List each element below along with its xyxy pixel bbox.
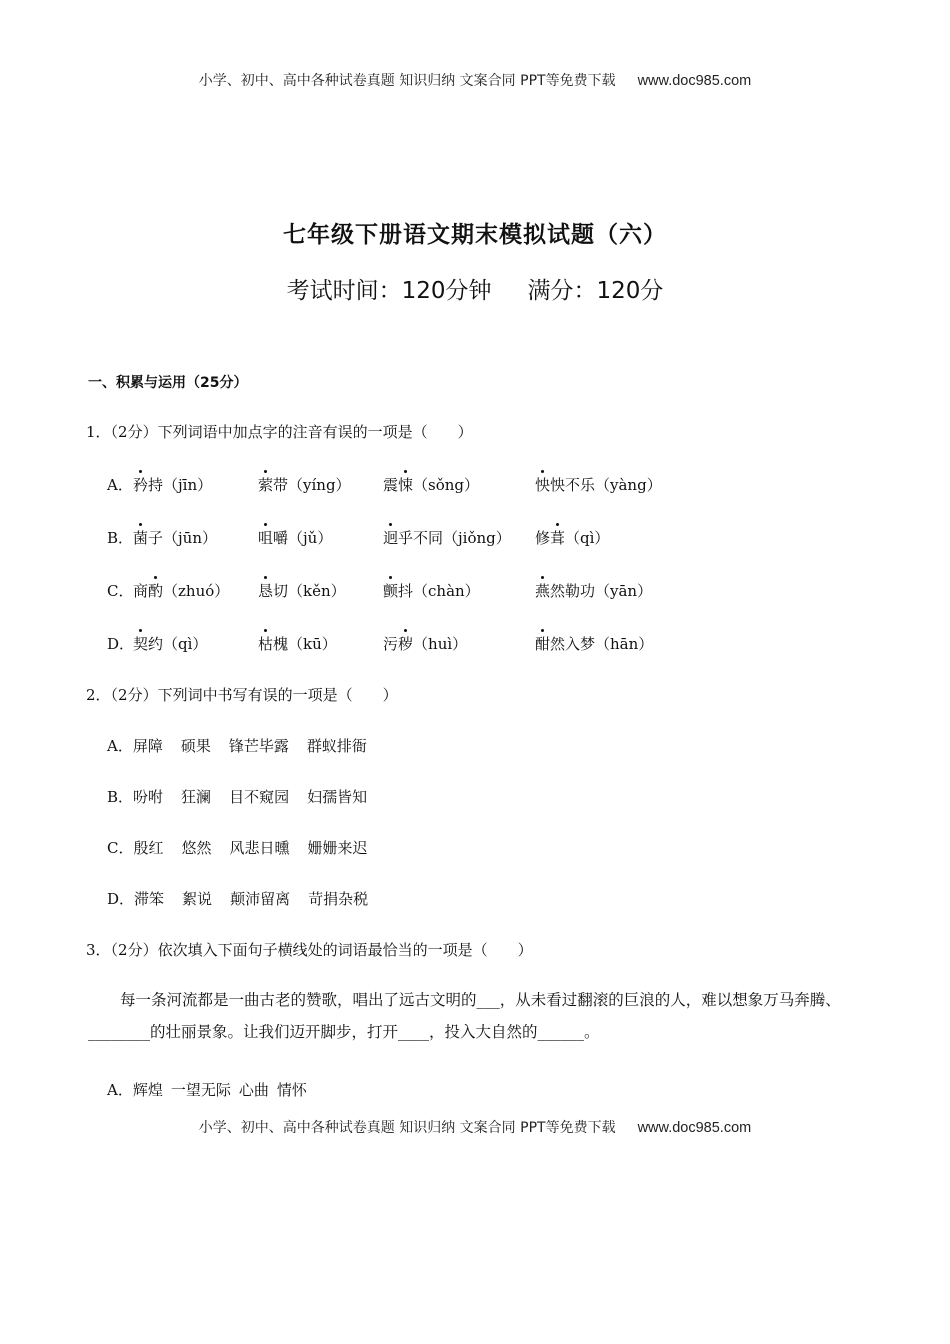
question-1-option-label: A．: [107, 476, 133, 494]
option-word: 妇孺皆知: [307, 788, 368, 806]
option-word: 絮说: [182, 890, 213, 908]
item-text: 持（jīn）: [148, 476, 213, 494]
dotted-character: 恳: [258, 582, 274, 600]
dotted-character: 燕: [535, 582, 551, 600]
option-word: 狂澜: [181, 788, 212, 806]
item-text: 然勒功（yān）: [550, 582, 653, 600]
dotted-character: 萦: [258, 476, 274, 494]
question-2-option: [107, 837, 386, 858]
option-word: 滞笨: [134, 890, 165, 908]
question-2-option: [107, 888, 386, 909]
header-site-link[interactable]: www.doc985.com: [637, 73, 752, 89]
option-word: 锋芒毕露: [228, 737, 289, 755]
option-word: 颠沛留离: [230, 890, 291, 908]
question-1-option-item: [133, 474, 212, 495]
question-2-option: [107, 786, 385, 807]
exam-time: 考试时间：120分钟: [286, 278, 492, 304]
option-word: 苛捐杂税: [308, 890, 369, 908]
question-1-option-label: C．: [107, 582, 134, 600]
option-word: 硕果: [180, 737, 211, 755]
option-word: 悠然: [181, 839, 212, 857]
question-1-option-label: B．: [107, 529, 134, 547]
item-text: （zhuó）: [163, 582, 230, 600]
header-text: 小学、初中、高中各种试卷真题 知识归纳 文案合同 PPT等免费下载: [198, 73, 616, 89]
dotted-character: 矜: [133, 476, 149, 494]
exam-title: 七年级下册语文期末模拟试题（六）: [283, 222, 667, 248]
option-word: 吩咐: [133, 788, 164, 806]
item-text: 修: [535, 529, 551, 547]
item-text: 带（yíng）: [273, 476, 351, 494]
question-1-option-item: [535, 580, 652, 601]
question-1-option-item: [133, 580, 229, 601]
question-1-option-item: [383, 633, 467, 654]
option-label: B．: [107, 788, 134, 806]
question-1-option-item: [383, 527, 511, 548]
item-text: 乎不同（jiǒng）: [398, 529, 511, 547]
question-3-stem: 3．（2分）依次填入下面句子横线处的词语最恰当的一项是（ ）: [86, 941, 533, 959]
option-label: A．: [107, 1081, 133, 1099]
question-1-option-item: [383, 474, 479, 495]
item-text: （huì）: [413, 635, 468, 653]
option-word: 心曲: [238, 1081, 269, 1099]
dotted-character: 迥: [383, 529, 399, 547]
exam-subtitle: [0, 272, 950, 305]
dotted-character: 悚: [398, 476, 414, 494]
dotted-character: 秽: [398, 635, 414, 653]
dotted-character: 菌: [133, 529, 149, 547]
dotted-character: 怏: [535, 476, 551, 494]
question-1-option-item: [535, 474, 662, 495]
option-word: 辉煌: [132, 1081, 163, 1099]
item-text: 切（kěn）: [273, 582, 346, 600]
dotted-character: 酣: [535, 635, 551, 653]
page-header: [0, 70, 950, 90]
footer-text: 小学、初中、高中各种试卷真题 知识归纳 文案合同 PPT等免费下载: [198, 1120, 616, 1136]
option-word: 风悲日曛: [229, 839, 290, 857]
item-text: 槐（kū）: [273, 635, 337, 653]
section-heading: 一、积累与运用（25分）: [88, 375, 248, 391]
option-label: D．: [107, 890, 135, 908]
question-2-option: [107, 735, 385, 756]
question-1-option-item: [258, 633, 337, 654]
question-1-option-item: [535, 527, 609, 548]
question-1-option-item: [258, 580, 346, 601]
dotted-character: 契: [133, 635, 149, 653]
item-text: 污: [383, 635, 399, 653]
question-1-stem: 1．（2分）下列词语中加点字的注音有误的一项是（ ）: [86, 423, 473, 441]
option-label: C．: [107, 839, 134, 857]
footer-site-link[interactable]: www.doc985.com: [637, 1120, 752, 1136]
option-word: 姗姗来迟: [307, 839, 368, 857]
option-label: A．: [107, 737, 133, 755]
item-text: 约（qì）: [148, 635, 208, 653]
question-3-passage: 每一条河流都是一曲古老的赞歌，唱出了远古文明的___，从未看过翻滚的巨浪的人，难以想象万马奔腾、________的壮丽景象。让我们迈开脚步，打开____，投入大自然的______。: [88, 991, 841, 1041]
option-word: 目不窥园: [229, 788, 290, 806]
question-1-option-item: [535, 633, 653, 654]
item-text: 怏不乐（yàng）: [550, 476, 662, 494]
dotted-character: 酌: [148, 582, 164, 600]
question-1-option-item: [133, 633, 207, 654]
dotted-character: 颤: [383, 582, 399, 600]
item-text: 抖（chàn）: [398, 582, 480, 600]
page-footer: [0, 1117, 950, 1137]
item-text: 嚼（jǔ）: [273, 529, 333, 547]
item-text: 震: [383, 476, 399, 494]
item-text: 然入梦（hān）: [550, 635, 654, 653]
item-text: 子（jūn）: [148, 529, 217, 547]
full-score: 满分：120分: [527, 278, 664, 304]
question-2-stem: 2．（2分）下列词中书写有误的一项是（ ）: [86, 686, 398, 704]
option-word: 屏障: [132, 737, 163, 755]
dotted-character: 葺: [550, 529, 566, 547]
option-word: 一望无际: [170, 1081, 231, 1099]
option-word: 殷红: [133, 839, 164, 857]
question-1-option-item: [258, 527, 332, 548]
item-text: 商: [133, 582, 149, 600]
question-1-option-label: D．: [107, 635, 135, 653]
question-1-option-item: [383, 580, 480, 601]
question-1-option-item: [133, 527, 217, 548]
option-word: 情怀: [276, 1081, 307, 1099]
question-3-option-a: [107, 1079, 315, 1100]
item-text: （qì）: [565, 529, 610, 547]
question-1-option-item: [258, 474, 351, 495]
item-text: （sǒng）: [413, 476, 480, 494]
dotted-character: 咀: [258, 529, 274, 547]
dotted-character: 枯: [258, 635, 274, 653]
option-word: 群蚁排衙: [306, 737, 367, 755]
